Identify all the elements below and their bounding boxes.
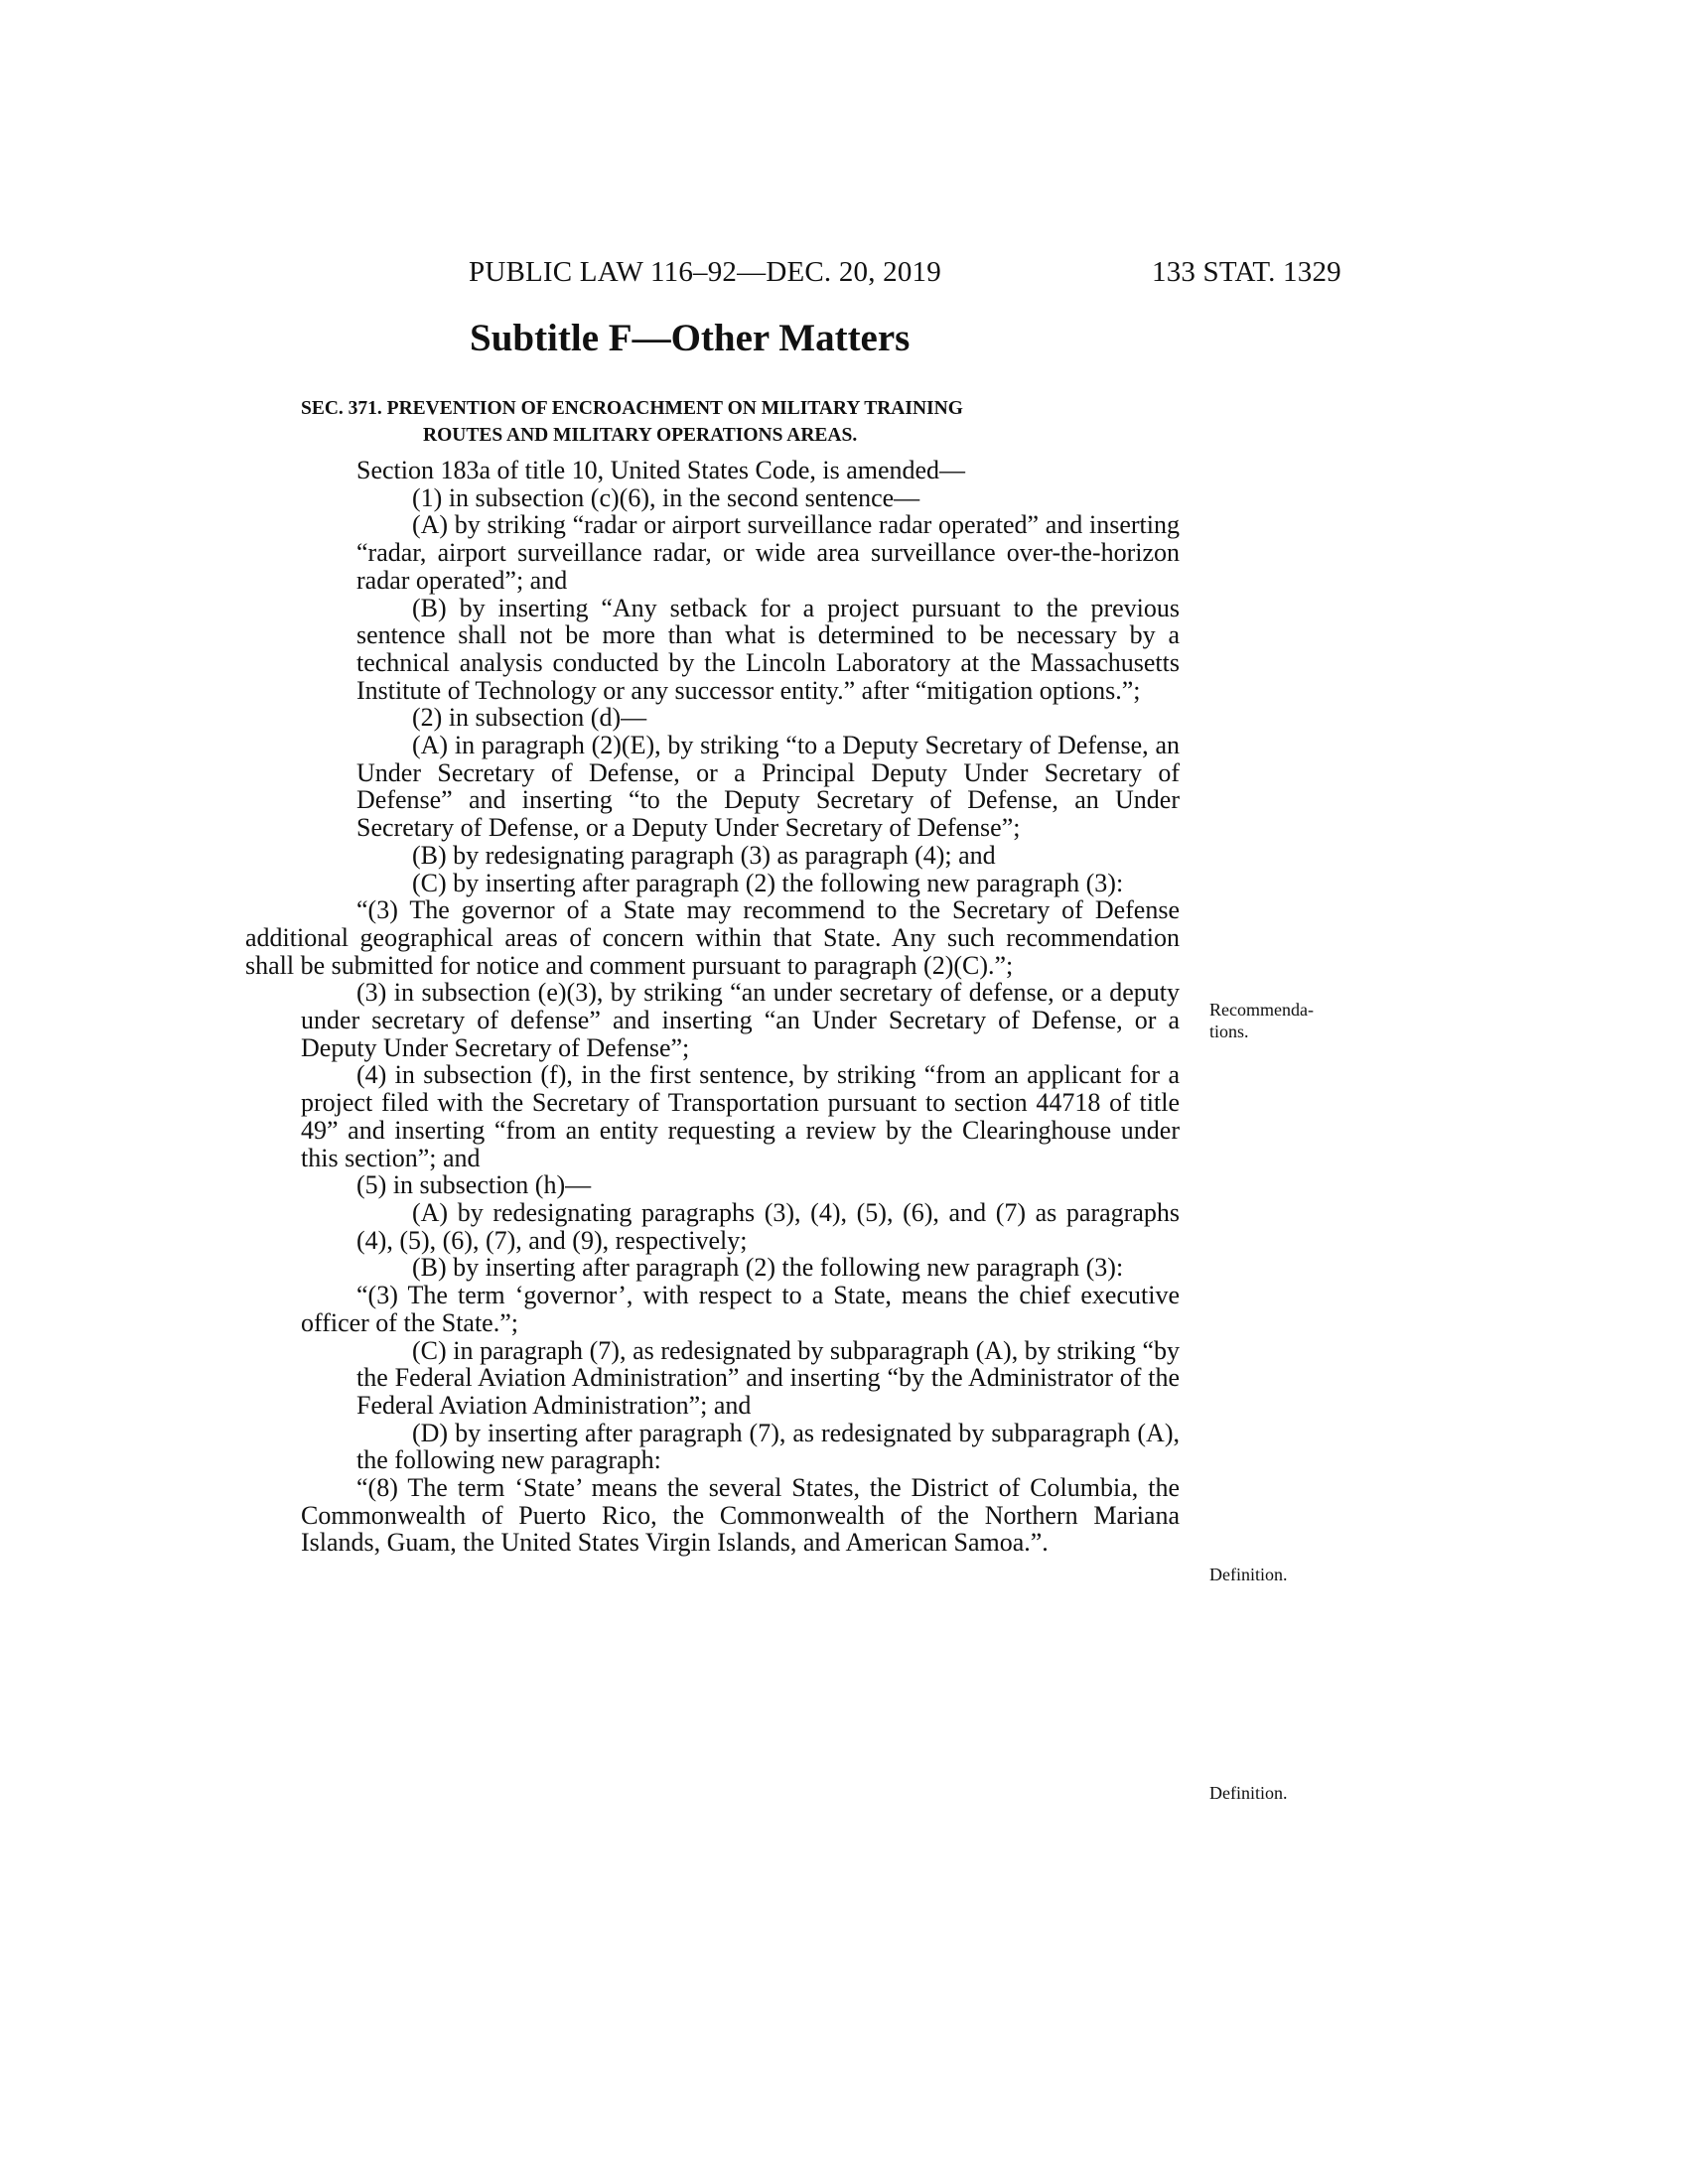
- margin-note-definition-1: Definition.: [1209, 1565, 1288, 1584]
- quoted-definition-state: “(8) The term ‘State’ means the several States, the District of Columbia, the Commonwealth of Puerto Rico, the Commonwealth of the Northern Mariana Islands, Guam, the United States Virgin Islands, and American Samoa.”.: [301, 1473, 1180, 1558]
- section-heading-line2: ROUTES AND MILITARY OPERATIONS AREAS.: [423, 425, 858, 446]
- margin-note-recommendations-line1: Recommenda-: [1209, 1000, 1314, 1020]
- paragraph-3: (3) in subsection (e)(3), by striking “an under secretary of defense, or a deputy under secretary of defense” and inserting “an Under Secretary of Defense, or a Deputy Under Secretary of Defense”;: [301, 978, 1180, 1062]
- paragraph-5: (5) in subsection (h)—: [356, 1170, 592, 1200]
- paragraph-2c: (C) by inserting after paragraph (2) the following new paragraph (3):: [412, 868, 1124, 897]
- margin-note-recommendations: [1209, 999, 1314, 1042]
- paragraph-4: (4) in subsection (f), in the first sentence, by striking “from an applicant for a project filed with the Secretary of Transportation pursuant to section 44718 of title 49” and inserting “from an entity requesting a review by the Clearinghouse under this section”; and: [301, 1060, 1180, 1172]
- paragraph-5d: (D) by inserting after paragraph (7), as redesignated by subparagraph (A), the following new paragraph:: [356, 1418, 1180, 1475]
- paragraph-2: (2) in subsection (d)—: [412, 703, 647, 733]
- paragraph-5b: (B) by inserting after paragraph (2) the following new paragraph (3):: [412, 1253, 1124, 1283]
- margin-note-recommendations-line2: tions.: [1209, 1022, 1249, 1041]
- paragraph-5c: (C) in paragraph (7), as redesignated by subparagraph (A), by striking “by the Federal Aviation Administration” and inserting “by the Administrator of the Federal Aviation Administration”; and: [356, 1335, 1180, 1420]
- quoted-definition-governor: “(3) The term ‘governor’, with respect to a State, means the chief executive officer of the State.”;: [301, 1281, 1180, 1337]
- section-body: [245, 456, 1180, 1558]
- margin-note-definition-2: Definition.: [1209, 1783, 1288, 1803]
- paragraph-2a: (A) in paragraph (2)(E), by striking “to a Deputy Secretary of Defense, an Under Secretary of Defense, or a Principal Deputy Under Secretary of Defense” and inserting “to the Deputy Secretary of Defense, an Under Secretary of Defense, or a Deputy Under Secretary of Defense”;: [356, 731, 1180, 843]
- paragraph-5a: (A) by redesignating paragraphs (3), (4), (5), (6), and (7) as paragraphs (4), (5), (6), (7), and (9), respectively;: [356, 1197, 1180, 1255]
- section-heading-line1: SEC. 371. PREVENTION OF ENCROACHMENT ON MILITARY TRAINING: [301, 398, 963, 419]
- subtitle-heading: Subtitle F—Other Matters: [470, 317, 911, 359]
- paragraph-1b: (B) by inserting “Any setback for a project pursuant to the previous sentence shall not be more than what is determined to be necessary by a technical analysis conducted by the Lincoln Laboratory at the Massachusetts Institute of Technology or any successor entity.” after “mitigation options.”;: [356, 593, 1180, 705]
- running-header-left: PUBLIC LAW 116–92—DEC. 20, 2019: [469, 256, 941, 288]
- paragraph-1a: (A) by striking “radar or airport surveillance radar operated” and inserting “radar, airport surveillance radar, or wide area surveillance over-the-horizon radar operated”; and: [356, 510, 1180, 595]
- paragraph-1: (1) in subsection (c)(6), in the second sentence—: [412, 482, 920, 512]
- amendment-intro: Section 183a of title 10, United States Code, is amended—: [356, 456, 966, 484]
- paragraph-2b: (B) by redesignating paragraph (3) as paragraph (4); and: [412, 840, 996, 870]
- quoted-paragraph-3-governor: “(3) The governor of a State may recommend to the Secretary of Defense additional geographical areas of concern within that State. Any such recommendation shall be submitted for notice and comment pursuant to paragraph (2)(C).”;: [245, 895, 1180, 980]
- running-header-right: 133 STAT. 1329: [1152, 256, 1341, 288]
- section-heading: [301, 395, 963, 449]
